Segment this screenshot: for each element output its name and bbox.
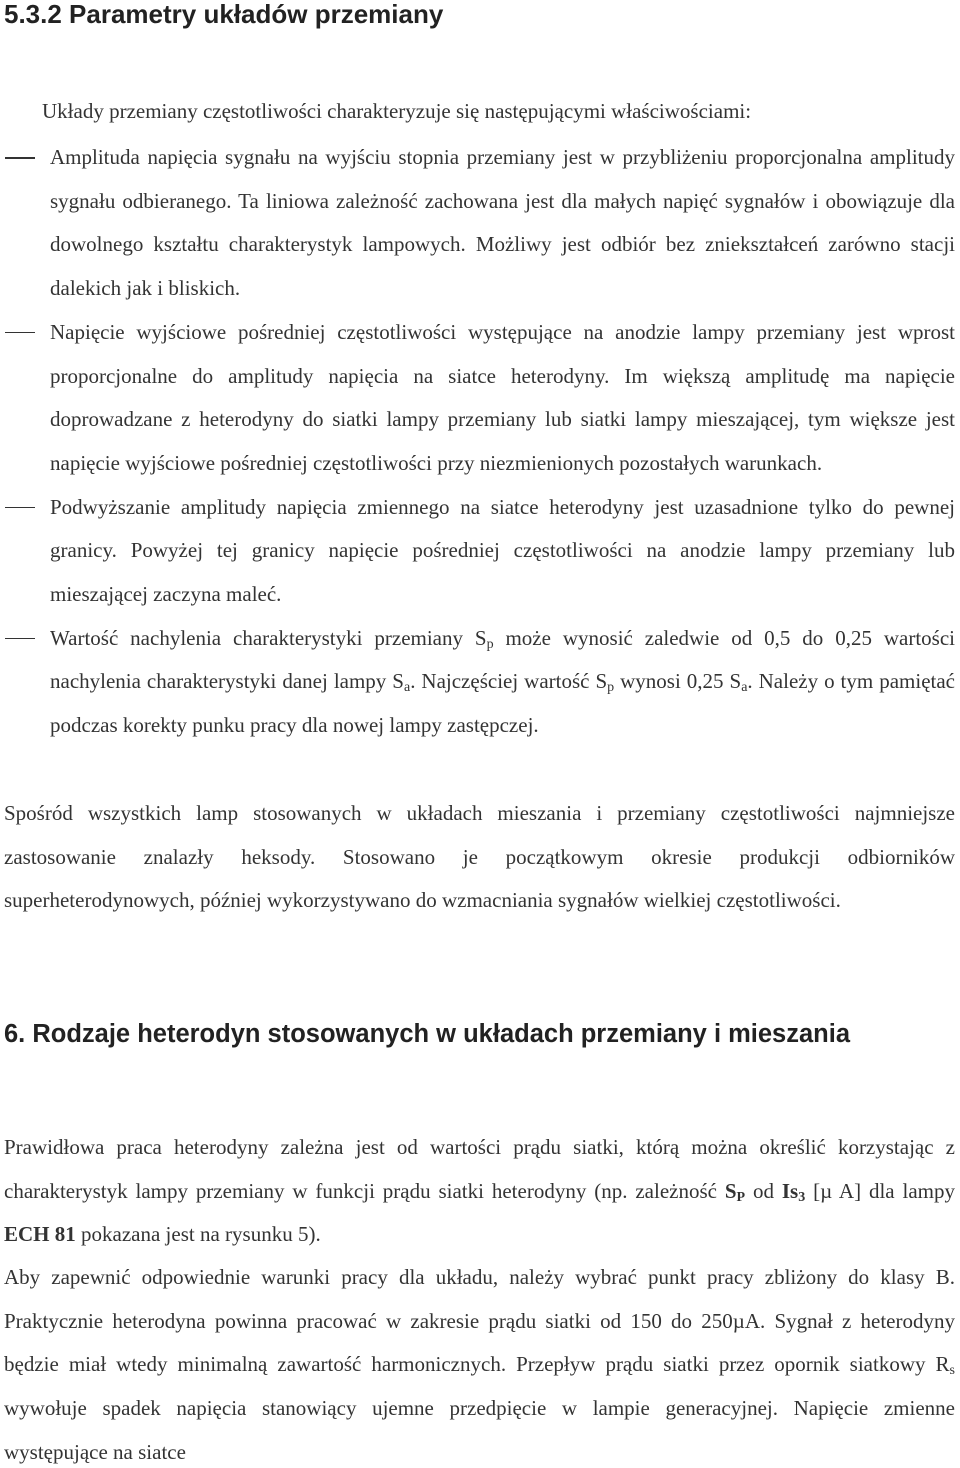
paragraph-text-part: od — [745, 1178, 782, 1203]
list-item — [0, 617, 955, 748]
list-item-text-part: Wartość nachylenia charakterystyki przemiany S — [50, 625, 487, 650]
paragraph-text-part: pokazana jest na rysunku 5). — [75, 1222, 321, 1247]
list-item-text: Podwyższanie amplitudy napięcia zmiennego na siatce heterodyny jest uzasadnione tylko do pewnej granicy. Powyżej tej granicy napięcie pośredniej częstotliwości na anodzie lampy przemiany lub mieszającej zaczyna maleć. — [50, 494, 955, 607]
bold-symbol-text: S — [724, 1178, 737, 1203]
bold-symbol — [725, 1179, 745, 1203]
dash-bullet-icon — [5, 638, 35, 640]
list-item-text: Napięcie wyjściowe pośredniej częstotliwości występujące na anodzie lampy przemiany jest wprost proporcjonalne do amplitudy napięcia na siatce heterodyny. Im większą amplitudę ma napięcie doprowadzane z heterodyny do siatki lampy przemiany lub siatki lampy mieszającej, tym większe jest napięcie wyjściowe pośredniej częstotliwości przy niezmienionych pozostałych warunkach. — [50, 319, 955, 475]
summary-paragraph: Spośród wszystkich lamp stosowanych w układach mieszania i przemiany częstotliwości najmniejsze zastosowanie znalazły heksody. Stosowano je początkowym okresie produkcji odbiorników superheterodynowych, później wykorzystywano do wzmacniania sygnałów wielkiej częstotliwości. — [4, 801, 955, 913]
body-paragraph — [4, 1256, 955, 1468]
lamp-model: ECH 81 — [4, 1222, 76, 1247]
subscript: a — [741, 680, 748, 696]
property-list — [0, 136, 960, 748]
paragraph-text-part: Aby zapewnić odpowiednie warunki pracy dla układu, należy wybrać punkt pracy zbliżony do klasy B. Praktycznie heterodyna powinna pracować w zakresie prądu siatki od 150 do 250µA. Sygnał z heterodyny będzie miał wtedy minimalną zawartość harmonicznych. Przepływ prądu siatki przez opornik siatkowy R — [4, 1265, 955, 1377]
paragraph-text-part: [µ A] dla lampy — [805, 1178, 955, 1203]
subscript: 3 — [798, 1189, 806, 1205]
list-item-text-part: . Najczęściej wartość S — [410, 669, 608, 694]
chapter-title: 6. Rodzaje heterodyn stosowanych w układach przemiany i mieszania — [4, 1020, 851, 1048]
paragraph-text-part: Prawidłowa praca heterodyny zależna jest od wartości prądu siatki, którą można określić korzystając z charakterystyk lampy przemiany w funkcji prądu siatki heterodyny (np. zależność — [4, 1135, 955, 1203]
list-item — [0, 311, 955, 486]
paragraph-text-part: wywołuje spadek napięcia stanowiący ujemne przedpięcie w lampie generacyjnej. Napięcie zmienne występujące na siatce — [4, 1396, 955, 1464]
intro-paragraph: Układy przemiany częstotliwości charakteryzuje się następującymi właściwościami: — [42, 99, 752, 123]
bold-symbol-text: Is — [781, 1178, 799, 1203]
section-title: 5.3.2 Parametry układów przemiany — [4, 0, 444, 29]
subscript: a — [403, 680, 411, 696]
body-paragraph — [4, 1126, 955, 1257]
subscript: s — [949, 1363, 955, 1379]
bold-symbol — [782, 1179, 805, 1203]
list-item — [0, 486, 955, 617]
dash-bullet-icon — [5, 157, 35, 159]
dash-bullet-icon — [5, 507, 35, 509]
subscript: p — [486, 636, 494, 652]
subscript: P — [736, 1189, 746, 1205]
list-item — [0, 136, 955, 311]
list-item-text-part: wynosi 0,25 S — [614, 669, 742, 694]
list-item-text-part: . Należy o tym pamiętać podczas korekty punku pracy dla nowej lampy zastępczej. — [50, 669, 955, 738]
subscript: p — [607, 680, 615, 696]
dash-bullet-icon — [5, 332, 35, 334]
list-item-text-part: może wynosić zaledwie od 0,5 do 0,25 wartości nachylenia charakterystyki danej lampy S — [50, 625, 955, 694]
list-item-text: Amplituda napięcia sygnału na wyjściu stopnia przemiany jest w przybliżeniu proporcjonalna amplitudy sygnału odbieranego. Ta liniowa zależność zachowana jest dla małych napięć sygnałów i obowiązuje dla dowolnego kształtu charakterystyk lampowych. Możliwy jest odbiór bez zniekształceń zarówno stacji dalekich jak i bliskich. — [50, 145, 955, 301]
